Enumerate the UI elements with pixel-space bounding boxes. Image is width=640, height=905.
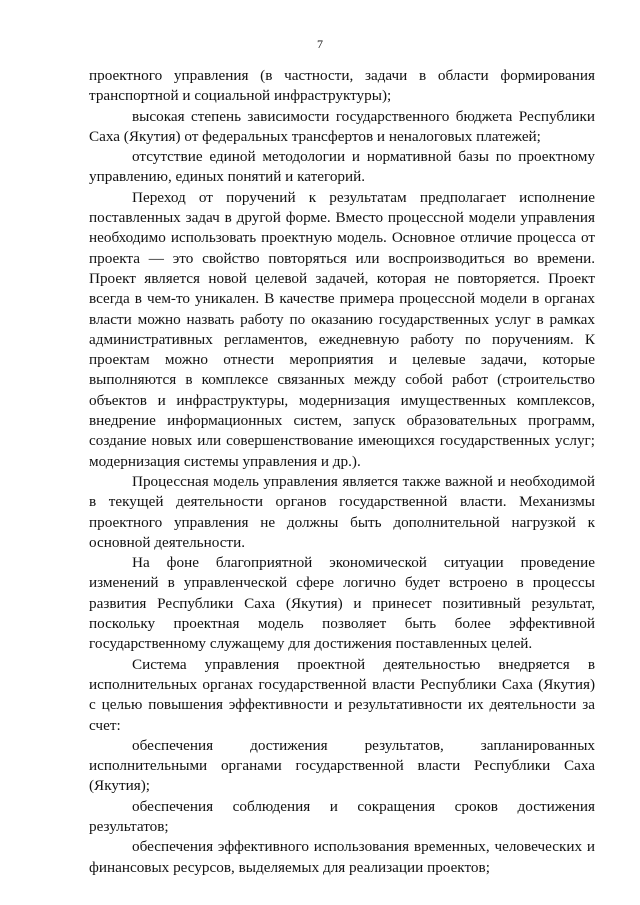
list-item-deadlines: обеспечения соблюдения и сокращения сроков достижения результатов;: [89, 797, 595, 835]
list-item-results: обеспечения достижения результатов, запланированных исполнительными органами государственной власти Республики Саха (Якутия);: [89, 736, 595, 795]
list-item-resources: обеспечения эффективного использования временных, человеческих и финансовых ресурсов, выделяемых для реализации проектов;: [89, 838, 595, 876]
paragraph-methodology: отсутствие единой методологии и нормативной базы по проектному управлению, единых понятий и категорий.: [89, 148, 595, 186]
paragraph-economic-situation: На фоне благоприятной экономической ситуации проведение изменений в управленческой сфере логично будет встроено в процессы развития Республики Саха (Якутия) и принесет позитивный результат, поскольку проектная модель позволяет быть более эффективной государственному служащему для достижения поставленных целей.: [89, 554, 595, 653]
paragraph-project-model: Переход от поручений к результатам предполагает исполнение поставленных задач в другой форме. Вместо процессной модели управления необходимо использовать проектную модель. Основное отличие процесса от проекта — это свойство повторяться или воспроизводиться во времени. Проект является новой целевой задачей, которая не повторяется. Проект всегда в чем-то уникален. В качестве примера процессной модели в органах власти можно назвать работу по оказанию государственных услуг в рамках административных регламентов, ежедневную работу по поручениям. К проектам можно отнести мероприятия и целевые задачи, которые выполняются в комплексе связанных между собой работ (строительство объектов и инфраструктуры, модернизация имущественных комплексов, внедрение информационных систем, запуск образовательных программ, создание новых или совершенствование имеющихся государственных услуг; модернизация системы управления и др.).: [89, 188, 595, 470]
body-text: [89, 66, 595, 878]
paragraph-system-intro: Система управления проектной деятельностью внедряется в исполнительных органах государственной власти Республики Саха (Якутия) с целью повышения эффективности и результативности их деятельности за счет:: [89, 655, 595, 734]
paragraph-process-model: Процессная модель управления является также важной и необходимой в текущей деятельности органов государственной власти. Механизмы проектного управления не должны быть дополнительной нагрузкой к основной деятельности.: [89, 472, 595, 551]
paragraph-budget-dependency: высокая степень зависимости государственного бюджета Республики Саха (Якутия) от федеральных трансфертов и неналоговых платежей;: [89, 107, 595, 145]
page-number: 7: [317, 37, 323, 51]
paragraph-continuation: проектного управления (в частности, задачи в области формирования транспортной и социальной инфраструктуры);: [89, 67, 595, 105]
